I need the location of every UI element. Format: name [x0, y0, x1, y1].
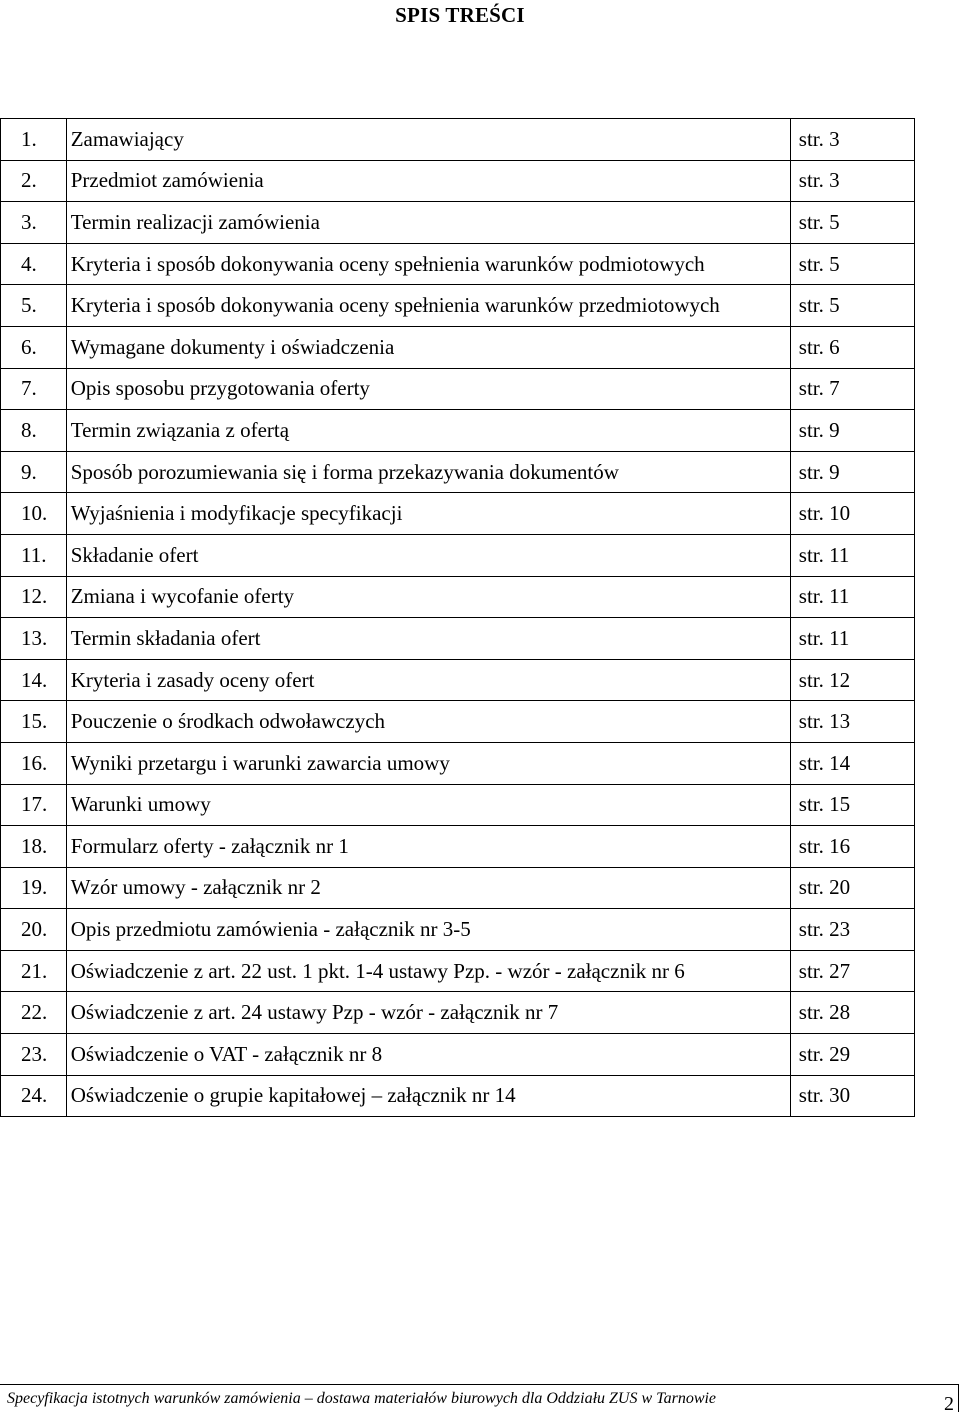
table-row — [1, 867, 915, 909]
toc-page-ref: str. 13 — [790, 701, 914, 743]
toc-number: 9. — [1, 451, 67, 493]
toc-page-ref: str. 3 — [790, 160, 914, 202]
toc-number: 15. — [1, 701, 67, 743]
table-row — [1, 243, 915, 285]
toc-page-ref: str. 9 — [790, 410, 914, 452]
toc-page-ref: str. 28 — [790, 992, 914, 1034]
toc-page-ref: str. 3 — [790, 119, 914, 161]
toc-page-ref: str. 10 — [790, 493, 914, 535]
toc-page-ref: str. 6 — [790, 326, 914, 368]
toc-page-ref: str. 7 — [790, 368, 914, 410]
toc-page-ref: str. 5 — [790, 243, 914, 285]
toc-entry-title: Zamawiający — [66, 119, 790, 161]
toc-number: 7. — [1, 368, 67, 410]
toc-entry-title: Wymagane dokumenty i oświadczenia — [66, 326, 790, 368]
toc-number: 24. — [1, 1075, 67, 1117]
toc-entry-title: Formularz oferty - załącznik nr 1 — [66, 826, 790, 868]
table-row — [1, 1034, 915, 1076]
toc-entry-title: Kryteria i sposób dokonywania oceny spełnienia warunków podmiotowych — [66, 243, 790, 285]
toc-page-ref: str. 30 — [790, 1075, 914, 1117]
toc-page-ref: str. 11 — [790, 576, 914, 618]
toc-entry-title: Wyniki przetargu i warunki zawarcia umowy — [66, 742, 790, 784]
toc-entry-title: Opis sposobu przygotowania oferty — [66, 368, 790, 410]
table-row — [1, 534, 915, 576]
table-row — [1, 659, 915, 701]
table-row — [1, 784, 915, 826]
toc-entry-title: Oświadczenie o VAT - załącznik nr 8 — [66, 1034, 790, 1076]
toc-page-ref: str. 12 — [790, 659, 914, 701]
page-footer — [0, 1384, 959, 1415]
toc-number: 10. — [1, 493, 67, 535]
table-row — [1, 1075, 915, 1117]
footer-text: Specyfikacja istotnych warunków zamówienia – dostawa materiałów biurowych dla Oddziału ZUS w Tarnowie — [7, 1390, 717, 1407]
toc-entry-title: Oświadczenie z art. 22 ust. 1 pkt. 1-4 ustawy Pzp. - wzór - załącznik nr 6 — [66, 950, 790, 992]
toc-number: 11. — [1, 534, 67, 576]
toc-number: 2. — [1, 160, 67, 202]
toc-number: 4. — [1, 243, 67, 285]
toc-page-ref: str. 11 — [790, 534, 914, 576]
toc-number: 5. — [1, 285, 67, 327]
toc-page-ref: str. 5 — [790, 202, 914, 244]
table-row — [1, 202, 915, 244]
toc-entry-title: Przedmiot zamówienia — [66, 160, 790, 202]
toc-number: 20. — [1, 909, 67, 951]
table-row — [1, 493, 915, 535]
table-row — [1, 576, 915, 618]
table-row — [1, 326, 915, 368]
table-row — [1, 826, 915, 868]
toc-number: 18. — [1, 826, 67, 868]
toc-number: 12. — [1, 576, 67, 618]
toc-number: 14. — [1, 659, 67, 701]
toc-page-ref: str. 23 — [790, 909, 914, 951]
table-row — [1, 368, 915, 410]
table-row — [1, 119, 915, 161]
toc-entry-title: Pouczenie o środkach odwoławczych — [66, 701, 790, 743]
toc-page-ref: str. 9 — [790, 451, 914, 493]
toc-entry-title: Sposób porozumiewania się i forma przekazywania dokumentów — [66, 451, 790, 493]
toc-number: 19. — [1, 867, 67, 909]
toc-entry-title: Kryteria i sposób dokonywania oceny spełnienia warunków przedmiotowych — [66, 285, 790, 327]
toc-number: 13. — [1, 618, 67, 660]
toc-page-ref: str. 11 — [790, 618, 914, 660]
toc-entry-title: Termin związania z ofertą — [66, 410, 790, 452]
toc-number: 8. — [1, 410, 67, 452]
toc-number: 17. — [1, 784, 67, 826]
toc-number: 1. — [1, 119, 67, 161]
toc-page-ref: str. 14 — [790, 742, 914, 784]
table-row — [1, 451, 915, 493]
table-row — [1, 742, 915, 784]
toc-entry-title: Składanie ofert — [66, 534, 790, 576]
toc-number: 23. — [1, 1034, 67, 1076]
toc-entry-title: Warunki umowy — [66, 784, 790, 826]
table-row — [1, 950, 915, 992]
toc-page-ref: str. 15 — [790, 784, 914, 826]
toc-number: 21. — [1, 950, 67, 992]
table-row — [1, 160, 915, 202]
table-row — [1, 701, 915, 743]
toc-page-ref: str. 27 — [790, 950, 914, 992]
toc-entry-title: Oświadczenie o grupie kapitałowej – załącznik nr 14 — [66, 1075, 790, 1117]
toc-number: 3. — [1, 202, 67, 244]
toc-entry-title: Kryteria i zasady oceny ofert — [66, 659, 790, 701]
toc-page-ref: str. 29 — [790, 1034, 914, 1076]
page-title: SPIS TREŚCI — [395, 3, 525, 27]
toc-entry-title: Opis przedmiotu zamówienia - załącznik nr 3-5 — [66, 909, 790, 951]
toc-entry-title: Wyjaśnienia i modyfikacje specyfikacji — [66, 493, 790, 535]
toc-number: 22. — [1, 992, 67, 1034]
table-row — [1, 618, 915, 660]
toc-entry-title: Zmiana i wycofanie oferty — [66, 576, 790, 618]
toc-number: 6. — [1, 326, 67, 368]
toc-page-ref: str. 5 — [790, 285, 914, 327]
table-row — [1, 992, 915, 1034]
toc-body — [1, 119, 915, 1117]
toc-page-ref: str. 20 — [790, 867, 914, 909]
table-row — [1, 909, 915, 951]
table-row — [1, 285, 915, 327]
toc-page-ref: str. 16 — [790, 826, 914, 868]
toc-entry-title: Oświadczenie z art. 24 ustawy Pzp - wzór - załącznik nr 7 — [66, 992, 790, 1034]
toc-entry-title: Wzór umowy - załącznik nr 2 — [66, 867, 790, 909]
toc-number: 16. — [1, 742, 67, 784]
toc-entry-title: Termin realizacji zamówienia — [66, 202, 790, 244]
toc-entry-title: Termin składania ofert — [66, 618, 790, 660]
table-row — [1, 410, 915, 452]
footer-page-number: 2 — [944, 1393, 954, 1415]
table-of-contents — [0, 118, 915, 1117]
